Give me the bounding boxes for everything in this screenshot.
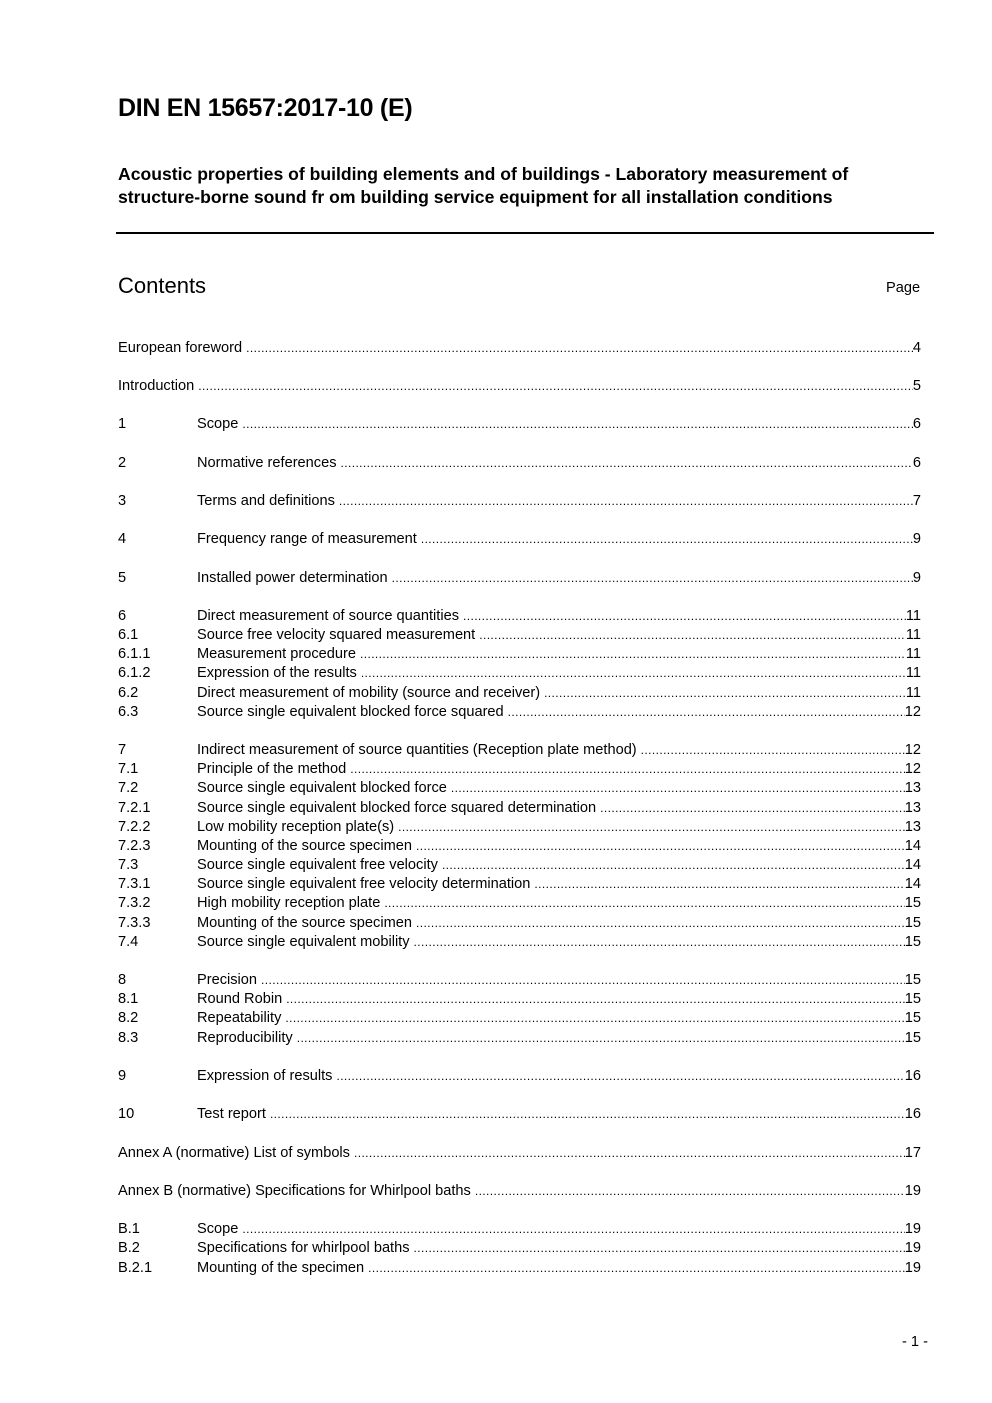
toc-dot-leader xyxy=(479,626,906,645)
toc-entry-page: 15 xyxy=(904,1030,921,1046)
toc-dot-leader xyxy=(339,492,913,511)
toc-dot-leader xyxy=(270,1105,905,1124)
document-title: DIN EN 15657:2017-10 (E) xyxy=(118,94,413,122)
toc-entry-title: Repeatability xyxy=(197,1010,282,1026)
toc-dot-leader xyxy=(392,569,913,588)
page-column-label: Page xyxy=(886,280,921,296)
toc-dot-leader xyxy=(354,1144,905,1163)
toc-dot-leader xyxy=(336,1067,904,1086)
toc-entry-title: Mounting of the source specimen xyxy=(197,838,412,854)
toc-entry-title: Normative references xyxy=(197,455,337,471)
toc-entry-title: Scope xyxy=(197,1221,239,1237)
toc-entry-title: Mounting of the specimen xyxy=(197,1260,365,1276)
toc-entry-page: 11 xyxy=(905,627,921,643)
toc-dot-leader xyxy=(368,1259,905,1278)
toc-entry-page: 12 xyxy=(904,742,921,758)
toc-entry-number: 1 xyxy=(118,416,127,432)
toc-entry-number: 7.3.3 xyxy=(118,915,151,931)
toc-entry-page: 13 xyxy=(904,819,921,835)
toc-entry-title: Specifications for whirlpool baths xyxy=(197,1240,410,1256)
toc-entry-number: 6 xyxy=(118,608,127,624)
toc-entry-page: 15 xyxy=(904,915,921,931)
toc-entry-page: 12 xyxy=(904,704,921,720)
toc-entry[interactable] xyxy=(118,703,921,722)
toc-entry[interactable] xyxy=(118,1220,921,1239)
toc-entry-page: 11 xyxy=(905,685,921,701)
toc-dot-leader xyxy=(261,971,905,990)
toc-dot-leader xyxy=(297,1029,905,1048)
toc-entry-title: Source single equivalent blocked force xyxy=(197,780,447,796)
toc-entry[interactable] xyxy=(118,569,921,588)
toc-entry-title: Reproducibility xyxy=(197,1030,293,1046)
toc-dot-leader xyxy=(350,760,905,779)
toc-entry-number: 7.2.1 xyxy=(118,800,151,816)
page-number: - 1 - xyxy=(902,1334,928,1350)
toc-entry[interactable] xyxy=(118,454,921,473)
toc-entry-number: B.2 xyxy=(118,1240,140,1256)
toc-entry[interactable] xyxy=(118,684,921,703)
toc-entry-page: 11 xyxy=(905,646,921,662)
toc-entry-title: Source single equivalent free velocity xyxy=(197,857,438,873)
toc-entry-title: Source single equivalent blocked force squared determination xyxy=(197,800,597,816)
toc-entry-number: 7.2.3 xyxy=(118,838,151,854)
toc-dot-leader xyxy=(421,530,913,549)
toc-entry-title: Mounting of the source specimen xyxy=(197,915,412,931)
toc-entry[interactable] xyxy=(118,971,921,990)
toc-entry-number: 5 xyxy=(118,570,127,586)
toc-entry-number: 8 xyxy=(118,972,127,988)
toc-entry-title: Expression of the results xyxy=(197,665,357,681)
toc-entry-page: 9 xyxy=(912,531,921,547)
toc-dot-leader xyxy=(508,703,905,722)
toc-entry-page: 5 xyxy=(912,378,921,394)
toc-entry-number: 8.1 xyxy=(118,991,139,1007)
toc-entry[interactable] xyxy=(118,894,921,913)
toc-entry[interactable] xyxy=(118,1144,921,1163)
toc-entry-number: 7.1 xyxy=(118,761,139,777)
toc-entry[interactable] xyxy=(118,856,921,875)
toc-entry-number: 6.2 xyxy=(118,685,139,701)
toc-dot-leader xyxy=(285,1009,904,1028)
toc-entry-page: 15 xyxy=(904,934,921,950)
toc-entry-number: B.2.1 xyxy=(118,1260,153,1276)
toc-entry-title: Low mobility reception plate(s) xyxy=(197,819,395,835)
toc-entry-page: 7 xyxy=(912,493,921,509)
toc-entry-number: 7.2.2 xyxy=(118,819,151,835)
toc-entry-page: 15 xyxy=(904,991,921,1007)
toc-dot-leader xyxy=(414,933,905,952)
toc-entry[interactable] xyxy=(118,1182,921,1201)
toc-dot-leader xyxy=(242,415,912,434)
toc-entry-title: Introduction xyxy=(118,378,195,394)
toc-dot-leader xyxy=(398,818,905,837)
toc-entry-page: 12 xyxy=(904,761,921,777)
toc-entry-title: Installed power determination xyxy=(197,570,388,586)
toc-entry[interactable] xyxy=(118,990,921,1009)
toc-dot-leader xyxy=(544,684,906,703)
toc-entry-title: Terms and definitions xyxy=(197,493,335,509)
toc-dot-leader xyxy=(242,1220,904,1239)
toc-entry[interactable] xyxy=(118,645,921,664)
toc-entry[interactable] xyxy=(118,1239,921,1258)
toc-entry-number: 2 xyxy=(118,455,127,471)
toc-entry-number: 3 xyxy=(118,493,127,509)
toc-entry[interactable] xyxy=(118,530,921,549)
toc-entry[interactable] xyxy=(118,799,921,818)
toc-entry-page: 13 xyxy=(904,800,921,816)
toc-entry-number: 7 xyxy=(118,742,127,758)
toc-dot-leader xyxy=(286,990,905,1009)
toc-entry-title: High mobility reception plate xyxy=(197,895,381,911)
toc-entry-number: B.1 xyxy=(118,1221,140,1237)
toc-entry-title: Round Robin xyxy=(197,991,283,1007)
toc-entry-title: Source single equivalent free velocity determination xyxy=(197,876,531,892)
toc-dot-leader xyxy=(641,741,905,760)
toc-dot-leader xyxy=(600,799,905,818)
toc-entry-title: Source free velocity squared measurement xyxy=(197,627,476,643)
toc-entry-number: 9 xyxy=(118,1068,127,1084)
toc-dot-leader xyxy=(341,454,913,473)
toc-entry[interactable] xyxy=(118,914,921,933)
toc-entry-number: 7.3.1 xyxy=(118,876,151,892)
toc-entry-page: 6 xyxy=(912,416,921,432)
toc-entry-number: 7.2 xyxy=(118,780,139,796)
toc-entry-title: Test report xyxy=(197,1106,266,1122)
toc-entry[interactable] xyxy=(118,664,921,683)
toc-entry-page: 14 xyxy=(904,857,921,873)
toc-entry-title: Principle of the method xyxy=(197,761,347,777)
toc-dot-leader xyxy=(475,1182,905,1201)
toc-entry[interactable] xyxy=(118,875,921,894)
toc-entry-page: 4 xyxy=(912,340,921,356)
toc-entry[interactable] xyxy=(118,415,921,434)
toc-entry[interactable] xyxy=(118,492,921,511)
toc-entry[interactable] xyxy=(118,626,921,645)
toc-entry[interactable] xyxy=(118,779,921,798)
toc-entry-page: 13 xyxy=(904,780,921,796)
toc-entry[interactable] xyxy=(118,1029,921,1048)
toc-entry-number: 10 xyxy=(118,1106,135,1122)
toc-entry[interactable] xyxy=(118,741,921,760)
toc-entry-page: 16 xyxy=(904,1106,921,1122)
toc-entry[interactable] xyxy=(118,1067,921,1086)
toc-entry-page: 9 xyxy=(912,570,921,586)
toc-entry-page: 15 xyxy=(904,1010,921,1026)
toc-entry[interactable] xyxy=(118,339,921,358)
toc-entry-title: Scope xyxy=(197,416,239,432)
toc-entry-title: Precision xyxy=(197,972,258,988)
toc-entry-title: Source single equivalent blocked force squared xyxy=(197,704,504,720)
toc-entry-number: 8.2 xyxy=(118,1010,139,1026)
toc-entry-number: 6.1.1 xyxy=(118,646,151,662)
toc-entry-page: 19 xyxy=(904,1260,921,1276)
toc-entry-title: Annex B (normative) Specifications for Whirlpool baths xyxy=(118,1183,471,1199)
toc-entry-title: European foreword xyxy=(118,340,243,356)
toc-dot-leader xyxy=(414,1239,905,1258)
toc-entry-title: Annex A (normative) List of symbols xyxy=(118,1145,350,1161)
toc-entry-title: Expression of results xyxy=(197,1068,333,1084)
toc-entry[interactable] xyxy=(118,1105,921,1124)
toc-entry-page: 19 xyxy=(904,1183,921,1199)
toc-dot-leader xyxy=(451,779,905,798)
toc-entry-page: 17 xyxy=(904,1145,921,1161)
toc-dot-leader xyxy=(463,607,906,626)
toc-entry-page: 6 xyxy=(912,455,921,471)
toc-entry-number: 7.3.2 xyxy=(118,895,151,911)
toc-entry-number: 6.1 xyxy=(118,627,139,643)
toc-entry-page: 11 xyxy=(905,608,921,624)
toc-dot-leader xyxy=(442,856,905,875)
toc-dot-leader xyxy=(416,914,905,933)
toc-dot-leader xyxy=(198,377,913,396)
toc-entry-number: 8.3 xyxy=(118,1030,139,1046)
toc-entry-title: Direct measurement of mobility (source and receiver) xyxy=(197,685,541,701)
toc-entry-page: 14 xyxy=(904,876,921,892)
toc-entry-title: Indirect measurement of source quantities (Reception plate method) xyxy=(197,742,637,758)
toc-entry-title: Source single equivalent mobility xyxy=(197,934,410,950)
toc-entry-number: 7.4 xyxy=(118,934,139,950)
toc-dot-leader xyxy=(361,664,906,683)
toc-entry[interactable] xyxy=(118,377,921,396)
toc-entry-page: 11 xyxy=(905,665,921,681)
toc-entry-title: Frequency range of measurement xyxy=(197,531,417,547)
toc-dot-leader xyxy=(360,645,906,664)
toc-entry[interactable] xyxy=(118,760,921,779)
toc-entry-page: 19 xyxy=(904,1221,921,1237)
toc-entry-number: 6.1.2 xyxy=(118,665,151,681)
toc-dot-leader xyxy=(246,339,913,358)
toc-dot-leader xyxy=(384,894,904,913)
toc-entry-title: Measurement procedure xyxy=(197,646,356,662)
toc-entry-page: 15 xyxy=(904,895,921,911)
toc-entry[interactable] xyxy=(118,933,921,952)
toc-entry-title: Direct measurement of source quantities xyxy=(197,608,459,624)
toc-entry-page: 19 xyxy=(904,1240,921,1256)
contents-heading: Contents xyxy=(118,273,207,298)
toc-entry-page: 15 xyxy=(904,972,921,988)
toc-entry-page: 14 xyxy=(904,838,921,854)
toc-entry-number: 6.3 xyxy=(118,704,139,720)
title-divider xyxy=(116,232,934,234)
toc-entry[interactable] xyxy=(118,837,921,856)
toc-entry-number: 7.3 xyxy=(118,857,139,873)
toc-entry[interactable] xyxy=(118,607,921,626)
toc-entry-page: 16 xyxy=(904,1068,921,1084)
toc-dot-leader xyxy=(534,875,904,894)
document-subtitle: Acoustic properties of building elements and of buildings - Laboratory measurement of structure-borne sound fr om building service equipment for all installation conditions xyxy=(118,164,849,207)
toc-dot-leader xyxy=(416,837,905,856)
toc-entry[interactable] xyxy=(118,1259,921,1278)
toc-entry-number: 4 xyxy=(118,531,127,547)
toc-entry[interactable] xyxy=(118,1009,921,1028)
toc-entry[interactable] xyxy=(118,818,921,837)
